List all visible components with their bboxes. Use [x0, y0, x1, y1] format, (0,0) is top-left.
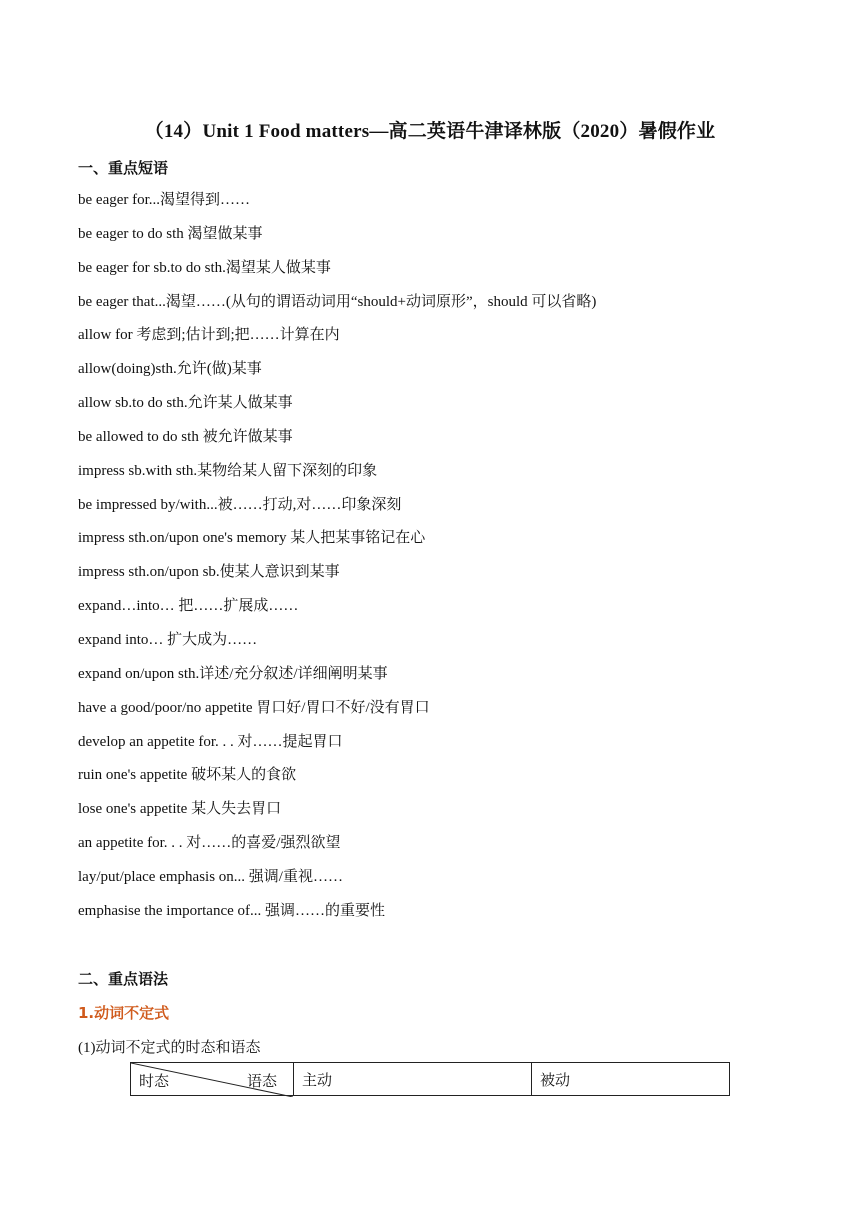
- phrase-item: be impressed by/with...被……打动,对……印象深刻: [78, 496, 402, 513]
- phrase-item: allow sb.to do sth.允许某人做某事: [78, 395, 293, 412]
- phrase-item: lay/put/place emphasis on... 强调/重视……: [78, 868, 343, 885]
- phrase-item: be allowed to do sth 被允许做某事: [78, 428, 293, 445]
- diagonal-header-cell: [131, 1063, 294, 1096]
- header-active-cell: 主动: [294, 1063, 532, 1096]
- phrase-item: be eager for...渴望得到……: [78, 192, 251, 208]
- phrase-item: impress sth.on/upon one's memory 某人把某事铭记在心: [78, 530, 426, 547]
- phrase-item: allow(doing)sth.允许(做)某事: [78, 361, 262, 378]
- phrase-list: [78, 190, 596, 935]
- phrase-item: impress sth.on/upon sb.使某人意识到某事: [78, 564, 340, 581]
- section-heading-key-phrases: 一、重点短语: [78, 159, 169, 177]
- phrase-item: have a good/poor/no appetite 胃口好/胃口不好/没有胃口: [78, 699, 430, 716]
- header-passive-cell: 被动: [532, 1063, 730, 1096]
- phrase-item: be eager to do sth 渴望做某事: [78, 225, 263, 242]
- phrase-item: allow for 考虑到;估计到;把……计算在内: [78, 327, 340, 344]
- grammar-subheading: 1.动词不定式: [78, 1004, 170, 1022]
- phrase-item: emphasise the importance of... 强调……的重要性: [78, 902, 386, 919]
- phrase-item: be eager for sb.to do sth.渴望某人做某事: [78, 259, 331, 276]
- phrase-item: develop an appetite for. . . 对……提起胃口: [78, 733, 343, 750]
- header-voice-label: 语态: [246, 1074, 277, 1090]
- phrase-item: ruin one's appetite 破坏某人的食欲: [78, 767, 297, 784]
- header-tense-label: 时态: [139, 1074, 170, 1090]
- table-header-row: [131, 1063, 730, 1096]
- phrase-item: be eager that...渴望……(从句的谓语动词用“should+动词原形”，should 可以省略): [78, 293, 597, 310]
- phrase-item: lose one's appetite 某人失去胃口: [78, 801, 282, 818]
- phrase-item: expand…into… 把……扩展成……: [78, 598, 299, 615]
- phrase-item: expand on/upon sth.详述/充分叙述/详细阐明某事: [78, 665, 388, 682]
- phrase-item: an appetite for. . . 对……的喜爱/强烈欲望: [78, 835, 341, 852]
- grammar-item-title: (1)动词不定式的时态和语态: [78, 1040, 261, 1056]
- phrase-item: expand into… 扩大成为……: [78, 631, 258, 648]
- section-heading-key-grammar: 二、重点语法: [78, 970, 169, 988]
- tense-voice-table: [130, 1062, 730, 1096]
- phrase-item: impress sb.with sth.某物给某人留下深刻的印象: [78, 462, 378, 479]
- document-title: （14）Unit 1 Food matters—高二英语牛津译林版（2020）暑假作业: [144, 121, 716, 142]
